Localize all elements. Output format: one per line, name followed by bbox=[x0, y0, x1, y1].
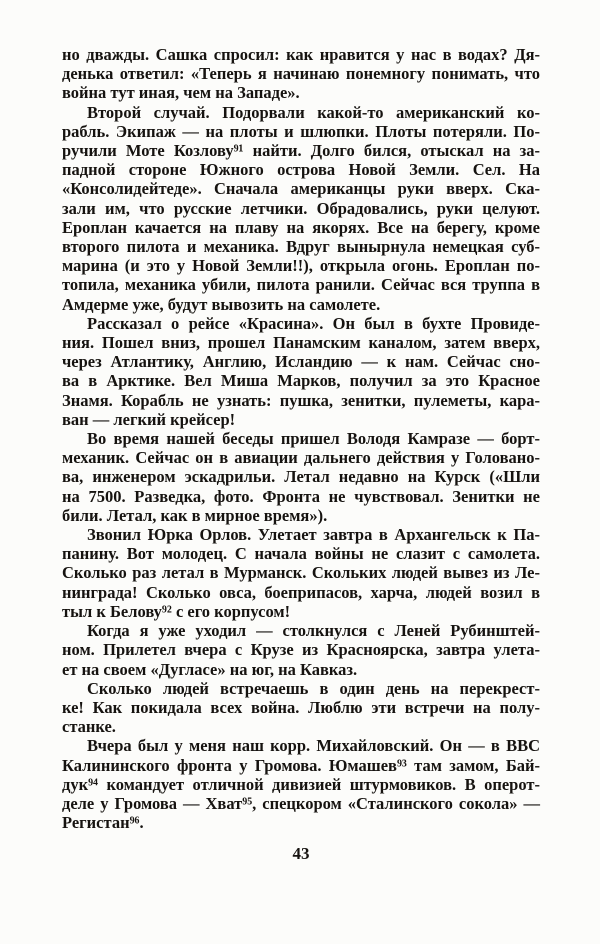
text-line: Калининского фронта у Громова. Юмашев⁹³ там замом, Бай- bbox=[62, 755, 540, 775]
text-line: Во время нашей беседы пришел Володя Камразе — борт- bbox=[87, 429, 540, 449]
text-line: но дважды. Сашка спросил: как нравится у нас в водах? Дя- bbox=[62, 45, 540, 64]
text-line: через Атлантику, Англию, Исландию — к нам. Сейчас сно- bbox=[62, 352, 540, 372]
text-line: падной стороне Южного острова Новой Земли. Сел. На bbox=[62, 160, 540, 180]
text-line: тыл к Белову⁹² с его корпусом! bbox=[62, 601, 291, 621]
text-line: Вчера был у меня наш корр. Михайловский. Он — в ВВС bbox=[87, 736, 540, 756]
text-line: Амдерме уже, будут вывозить на самолете. bbox=[62, 294, 381, 314]
text-line: война тут иная, чем на Западе». bbox=[62, 83, 300, 103]
page-text bbox=[62, 45, 540, 832]
text-line: «Консолидейтеде». Сначала американцы руки вверх. Ска- bbox=[62, 179, 540, 199]
text-line: ет на своем «Дугласе» на юг, на Кавказ. bbox=[62, 659, 358, 679]
text-line: второго пилота и механика. Вдруг вынырнула немецкая суб- bbox=[62, 237, 540, 257]
text-line: механик. Сейчас он в авиации дальнего действия у Головано- bbox=[62, 448, 540, 468]
text-line: Рассказал о рейсе «Красина». Он был в бухте Провиде- bbox=[87, 313, 540, 333]
text-line: рабль. Экипаж — на плоты и шлюпки. Плоты потеряли. По- bbox=[62, 121, 540, 141]
text-line: ния. Пошел вниз, прошел Панамским каналом, затем вверх, bbox=[62, 333, 540, 353]
text-line: Сколько людей встречаешь в один день на перекрест- bbox=[87, 678, 540, 698]
text-line: ручили Моте Козлову⁹¹ найти. Долго бился, отыскал на за- bbox=[62, 141, 540, 161]
text-line: ке! Как покидала всех война. Люблю эти встречи на полу- bbox=[62, 697, 540, 717]
text-line: Знамя. Корабль не узнать: пушка, зенитки, пулеметы, кара- bbox=[62, 390, 540, 410]
text-line: станке. bbox=[62, 717, 116, 737]
text-line: били. Летал, как в мирное время»). bbox=[62, 505, 328, 525]
text-line: ном. Прилетел вчера с Крузе из Красноярска, завтра улета- bbox=[62, 640, 540, 660]
page-number: 43 bbox=[292, 844, 310, 863]
text-line: Сколько раз летал в Мурманск. Скольких людей вывез из Ле- bbox=[62, 563, 540, 583]
text-line: Ероплан качается на плаву на якорях. Все на берегу, кроме bbox=[62, 217, 540, 237]
text-line: Второй случай. Подорвали какой-то американский ко- bbox=[87, 102, 540, 122]
text-line: зали им, что русские летчики. Обрадовались, руки целуют. bbox=[62, 198, 540, 218]
text-line: денька ответил: «Теперь я начинаю понемногу понимать, что bbox=[62, 64, 540, 84]
text-line: ва в Арктике. Вел Миша Марков, получил за это Красное bbox=[62, 371, 540, 391]
text-line: топила, механика убили, пилота ранили. Сейчас вся труппа в bbox=[62, 275, 540, 295]
text-line: ва, инженером эскадрильи. Летал недавно на Курск («Шли bbox=[62, 467, 540, 487]
text-line: деле у Громова — Хват⁹⁵, спецкором «Сталинского сокола» — bbox=[62, 793, 540, 813]
text-line: панину. Вот молодец. С начала войны не слазит с самолета. bbox=[62, 544, 540, 564]
text-line: на 7500. Разведка, фото. Фронта не чувствовал. Зенитки не bbox=[62, 486, 540, 506]
text-line: нинграда! Сколько овса, боеприпасов, харча, людей возил в bbox=[62, 582, 540, 602]
text-line: дук⁹⁴ командует отличной дивизией штурмовиков. В оперот- bbox=[62, 774, 540, 794]
text-line: Регистан⁹⁶. bbox=[62, 813, 144, 833]
text-line: марина (и это у Новой Земли!!), открыла огонь. Ероплан по- bbox=[62, 256, 540, 276]
text-line: Когда я уже уходил — столкнулся с Леней Рубинштей- bbox=[87, 621, 540, 641]
text-line: Звонил Юрка Орлов. Улетает завтра в Архангельск к Па- bbox=[87, 525, 540, 545]
text-line: ван — легкий крейсер! bbox=[62, 409, 236, 429]
